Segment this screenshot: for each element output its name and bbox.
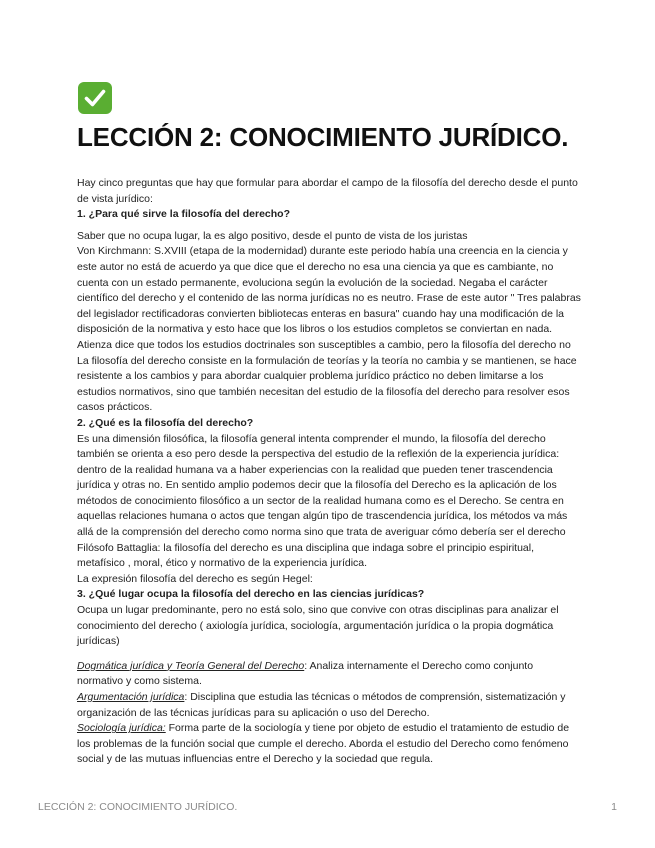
term-dogmatica: Dogmática jurídica y Teoría General del Derecho <box>77 659 305 672</box>
q3-paragraph-1: Ocupa un lugar predominante, pero no está solo, sino que convive con otras disciplinas para analizar el conocimiento del derecho ( axiología jurídica, sociología, argumentación jurídica o la propia dogmática jurídicas) <box>77 604 559 648</box>
document-body <box>77 176 582 768</box>
q1-paragraph-1: Saber que no ocupa lugar, la es algo positivo, desde el punto de vista de los juristas <box>77 229 468 242</box>
question-1-heading: 1. ¿Para qué sirve la filosofía del derecho? <box>77 208 290 221</box>
definition-sociologia-text: Forma parte de la sociología y tiene por objeto de estudio el tratamiento de estudio de los problemas de la función social que cumple el derecho. Aborda el estudio del Derecho como fenómeno social y de las mutuas influencias entre el Derecho y la sociedad que regula. <box>77 722 570 766</box>
q2-paragraph-2: Filósofo Battaglia: la filosofía del derecho es una disciplina que indaga sobre el principio espiritual, metafísico , moral, ético y normativo de la experiencia jurídica. <box>77 541 535 570</box>
check-mark-box-icon <box>78 82 112 114</box>
q1-paragraph-3: La filosofía del derecho consiste en la formulación de teorías y la teoría no cambia y se mantienen, se hace resistente a los cambios y para abordar cualquier problema jurídico práctico no deben limitarse a los estudios normativos, sino que también necesitan del estudio de la filosofía del derecho para resolver esos casos prácticos. <box>77 354 577 414</box>
q2-paragraph-1: Es una dimensión filosófica, la filosofía general intenta comprender el mundo, la filosofía del derecho también se orienta a eso pero desde la perspectiva del estudio de la reflexión de la experiencia jurídica: dentro de la realidad humana va a haber experiencias con la realidad que pueden tener trascendencia jurídica y otras no. En sentido amplio podemos decir que la filosofía del Derecho es la aplicación de los métodos de conocimiento filosófico a un sector de la realidad humana como es el Derecho. Se centra en aquellas relaciones humana o actos que tengan algún tipo de trascendencia jurídica, los métodos va más allá de la comprensión del derecho como norma sino que trata de averiguar cómo debería ser el derecho <box>77 432 568 539</box>
q1-paragraph-2: Von Kirchmann: S.XVIII (etapa de la modernidad) durante este periodo había una creencia en la ciencia y este autor no está de acuerdo ya que dice que el derecho no esa una ciencia ya que es cambiante, no cuenta con un estado permanente, evoluciona según la evolución de la sociedad. Negaba el carácter científico del derecho y el contenido de las norma jurídicas no es neutro. Frase de este autor " Tres palabras del legislador rectificadoras convierten bibliotecas enteras en basura" cuando hay una modificación de la disposición de la normativa y esto hace que los libros o los estudios completos se conviertan en nada. Atienza dice que todos los estudios doctrinales son susceptibles a cambio, pero la filosofía del derecho no <box>77 245 581 351</box>
intro-paragraph: Hay cinco preguntas que hay que formular para abordar el campo de la filosofía del derecho desde el punto de vista jurídico: <box>77 177 578 205</box>
q2-paragraph-3: La expresión filosofía del derecho es según Hegel: <box>77 572 313 585</box>
definition-argumentacion-text: : Disciplina que estudia las técnicas o métodos de comprensión, sistematización y organización de las técnicas jurídicas para su aplicación o uso del Derecho. <box>77 691 566 719</box>
definition-sociologia <box>77 721 582 768</box>
term-argumentacion: Argumentación jurídica <box>77 691 185 703</box>
term-sociologia: Sociología jurídica: <box>77 722 166 735</box>
definition-dogmatica-text: : Analiza internamente el Derecho como conjunto normativo y como sistema. <box>77 659 534 688</box>
page-title: LECCIÓN 2: CONOCIMIENTO JURÍDICO. <box>77 122 569 152</box>
definition-argumentacion <box>77 690 582 721</box>
page-number: 1 <box>611 801 617 813</box>
footer-title: LECCIÓN 2: CONOCIMIENTO JURÍDICO. <box>38 801 238 813</box>
question-2-heading: 2. ¿Qué es la filosofía del derecho? <box>77 416 254 429</box>
definition-dogmatica <box>77 659 582 690</box>
question-3-heading: 3. ¿Qué lugar ocupa la filosofía del derecho en las ciencias jurídicas? <box>77 588 425 601</box>
